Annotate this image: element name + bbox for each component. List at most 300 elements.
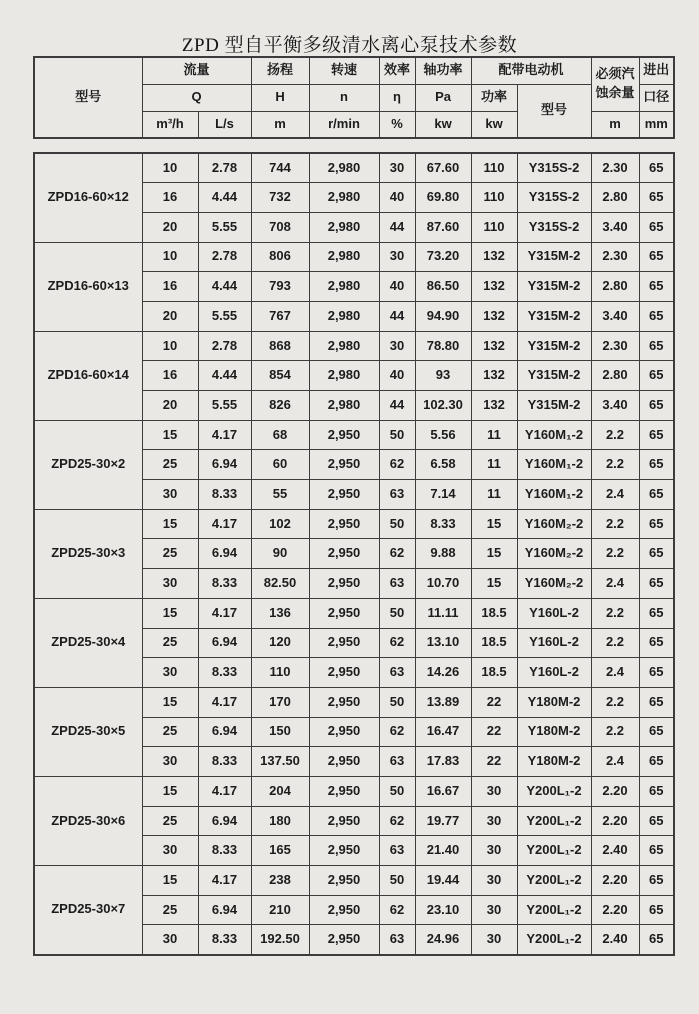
table-row xyxy=(34,776,674,806)
data-cell: 73.20 xyxy=(415,242,471,272)
data-cell: 2.80 xyxy=(591,183,639,213)
data-cell: 65 xyxy=(639,598,674,628)
data-cell: 132 xyxy=(471,272,517,302)
data-cell: 2,980 xyxy=(309,153,379,183)
data-cell: 20 xyxy=(142,391,198,421)
data-cell: 110 xyxy=(471,183,517,213)
data-cell: 2.20 xyxy=(591,806,639,836)
data-cell: 63 xyxy=(379,836,415,866)
data-cell: 63 xyxy=(379,747,415,777)
data-cell: 50 xyxy=(379,866,415,896)
unit-speed: r/min xyxy=(309,111,379,138)
data-cell: 30 xyxy=(142,480,198,510)
data-cell: 20 xyxy=(142,212,198,242)
data-cell: 65 xyxy=(639,153,674,183)
data-cell: 22 xyxy=(471,747,517,777)
data-cell: 25 xyxy=(142,806,198,836)
data-cell: 25 xyxy=(142,450,198,480)
col-header-npsh: 必须汽蚀余量 xyxy=(591,57,639,111)
data-cell: 210 xyxy=(251,895,309,925)
unit-head: m xyxy=(251,111,309,138)
data-cell: 2,950 xyxy=(309,776,379,806)
data-cell: 2.4 xyxy=(591,569,639,599)
data-cell: 65 xyxy=(639,420,674,450)
col-header-motor: 配带电动机 xyxy=(471,57,591,84)
data-cell: 132 xyxy=(471,391,517,421)
symbol-head: H xyxy=(251,84,309,111)
data-cell: 2,950 xyxy=(309,836,379,866)
data-cell: 30 xyxy=(142,925,198,955)
label-motor-power: 功率 xyxy=(471,84,517,111)
data-cell: 2.2 xyxy=(591,450,639,480)
data-cell: 30 xyxy=(379,153,415,183)
data-cell: 30 xyxy=(471,895,517,925)
data-cell: 732 xyxy=(251,183,309,213)
data-cell: 6.94 xyxy=(198,628,251,658)
data-cell: 65 xyxy=(639,687,674,717)
data-cell: Y160M₂-2 xyxy=(517,569,591,599)
data-cell: 3.40 xyxy=(591,212,639,242)
data-cell: 170 xyxy=(251,687,309,717)
data-cell: 868 xyxy=(251,331,309,361)
data-cell: 102.30 xyxy=(415,391,471,421)
data-cell: 65 xyxy=(639,747,674,777)
pump-table-header xyxy=(33,56,675,139)
data-cell: 65 xyxy=(639,272,674,302)
data-cell: 9.88 xyxy=(415,539,471,569)
data-cell: 767 xyxy=(251,301,309,331)
data-cell: 65 xyxy=(639,301,674,331)
data-cell: 15 xyxy=(142,776,198,806)
data-cell: 15 xyxy=(142,687,198,717)
symbol-speed: n xyxy=(309,84,379,111)
page xyxy=(0,30,699,1014)
data-cell: Y200L₁-2 xyxy=(517,836,591,866)
data-cell: 2.4 xyxy=(591,658,639,688)
data-cell: 15 xyxy=(142,866,198,896)
data-cell: 94.90 xyxy=(415,301,471,331)
data-cell: 4.17 xyxy=(198,687,251,717)
table-row xyxy=(34,687,674,717)
data-cell: 854 xyxy=(251,361,309,391)
data-cell: 67.60 xyxy=(415,153,471,183)
data-cell: Y160M₂-2 xyxy=(517,539,591,569)
pump-model-cell: ZPD25-30×2 xyxy=(34,420,142,509)
data-cell: 65 xyxy=(639,925,674,955)
data-cell: 2.4 xyxy=(591,747,639,777)
data-cell: 744 xyxy=(251,153,309,183)
table-row xyxy=(34,331,674,361)
data-cell: 2.2 xyxy=(591,628,639,658)
data-cell: 2.30 xyxy=(591,331,639,361)
col-header-inout-line2: 口径 xyxy=(639,84,674,111)
data-cell: 13.10 xyxy=(415,628,471,658)
data-cell: 2.2 xyxy=(591,598,639,628)
data-cell: 40 xyxy=(379,183,415,213)
data-cell: 6.94 xyxy=(198,806,251,836)
data-cell: 2,950 xyxy=(309,569,379,599)
data-cell: 136 xyxy=(251,598,309,628)
data-cell: 16.47 xyxy=(415,717,471,747)
data-cell: 708 xyxy=(251,212,309,242)
data-cell: 18.5 xyxy=(471,658,517,688)
data-cell: 2,950 xyxy=(309,687,379,717)
data-cell: Y200L₁-2 xyxy=(517,925,591,955)
data-cell: 4.17 xyxy=(198,776,251,806)
data-cell: 2.2 xyxy=(591,539,639,569)
data-cell: 15 xyxy=(142,509,198,539)
data-cell: Y315S-2 xyxy=(517,212,591,242)
data-cell: Y315M-2 xyxy=(517,331,591,361)
data-cell: 102 xyxy=(251,509,309,539)
data-cell: 2,950 xyxy=(309,895,379,925)
data-cell: 4.17 xyxy=(198,509,251,539)
table-row xyxy=(34,420,674,450)
data-cell: 25 xyxy=(142,895,198,925)
data-cell: 110 xyxy=(471,153,517,183)
data-cell: Y200L₁-2 xyxy=(517,895,591,925)
data-cell: 50 xyxy=(379,509,415,539)
data-cell: 82.50 xyxy=(251,569,309,599)
data-cell: 55 xyxy=(251,480,309,510)
data-cell: 165 xyxy=(251,836,309,866)
data-cell: Y160M₁-2 xyxy=(517,420,591,450)
unit-inout: mm xyxy=(639,111,674,138)
data-cell: 16 xyxy=(142,361,198,391)
data-cell: 30 xyxy=(471,925,517,955)
data-cell: 15 xyxy=(142,598,198,628)
data-cell: Y315S-2 xyxy=(517,153,591,183)
data-cell: 65 xyxy=(639,480,674,510)
data-cell: 30 xyxy=(379,331,415,361)
data-cell: 2.78 xyxy=(198,331,251,361)
data-cell: 2.20 xyxy=(591,895,639,925)
col-header-efficiency: 效率 xyxy=(379,57,415,84)
data-cell: 2,950 xyxy=(309,925,379,955)
data-cell: 2,980 xyxy=(309,301,379,331)
data-cell: Y315M-2 xyxy=(517,391,591,421)
data-cell: 4.17 xyxy=(198,866,251,896)
data-cell: 2.78 xyxy=(198,242,251,272)
col-header-flow: 流量 xyxy=(142,57,251,84)
data-cell: 44 xyxy=(379,301,415,331)
data-cell: 16.67 xyxy=(415,776,471,806)
unit-flow-ls: L/s xyxy=(198,111,251,138)
data-cell: 30 xyxy=(471,866,517,896)
data-cell: 2.30 xyxy=(591,153,639,183)
data-cell: 10 xyxy=(142,331,198,361)
data-cell: 2,950 xyxy=(309,420,379,450)
data-cell: 793 xyxy=(251,272,309,302)
data-cell: 10.70 xyxy=(415,569,471,599)
data-cell: 132 xyxy=(471,361,517,391)
data-cell: 15 xyxy=(142,420,198,450)
data-cell: 132 xyxy=(471,242,517,272)
data-cell: 65 xyxy=(639,806,674,836)
data-cell: 2,950 xyxy=(309,450,379,480)
data-cell: 62 xyxy=(379,895,415,925)
unit-efficiency: % xyxy=(379,111,415,138)
data-cell: 110 xyxy=(251,658,309,688)
table-row xyxy=(34,153,674,183)
data-cell: 50 xyxy=(379,598,415,628)
data-cell: 65 xyxy=(639,895,674,925)
data-cell: 120 xyxy=(251,628,309,658)
data-cell: 3.40 xyxy=(591,301,639,331)
pump-table-rows xyxy=(34,153,674,955)
data-cell: 87.60 xyxy=(415,212,471,242)
data-cell: 22 xyxy=(471,717,517,747)
unit-motor-power: kw xyxy=(471,111,517,138)
data-cell: 2.80 xyxy=(591,361,639,391)
table-row xyxy=(34,509,674,539)
data-cell: 69.80 xyxy=(415,183,471,213)
data-cell: 806 xyxy=(251,242,309,272)
data-cell: 21.40 xyxy=(415,836,471,866)
data-cell: 4.44 xyxy=(198,183,251,213)
pump-model-cell: ZPD25-30×4 xyxy=(34,598,142,687)
data-cell: 8.33 xyxy=(198,569,251,599)
col-header-inout-line1: 进出 xyxy=(639,57,674,84)
data-cell: 8.33 xyxy=(198,836,251,866)
data-cell: 14.26 xyxy=(415,658,471,688)
data-cell: 5.55 xyxy=(198,391,251,421)
data-cell: 93 xyxy=(415,361,471,391)
data-cell: Y160L-2 xyxy=(517,628,591,658)
data-cell: Y315M-2 xyxy=(517,301,591,331)
data-cell: 2,980 xyxy=(309,391,379,421)
page-title: ZPD 型自平衡多级清水离心泵技术参数 xyxy=(181,35,518,56)
data-cell: 2.30 xyxy=(591,242,639,272)
data-cell: 62 xyxy=(379,806,415,836)
data-cell: 65 xyxy=(639,509,674,539)
data-cell: 5.55 xyxy=(198,301,251,331)
data-cell: 8.33 xyxy=(198,925,251,955)
unit-shaft-power: kw xyxy=(415,111,471,138)
data-cell: 44 xyxy=(379,212,415,242)
data-cell: 15 xyxy=(471,509,517,539)
data-cell: Y200L₁-2 xyxy=(517,806,591,836)
data-cell: 2,980 xyxy=(309,331,379,361)
data-cell: 65 xyxy=(639,331,674,361)
data-cell: 2,980 xyxy=(309,242,379,272)
pump-model-cell: ZPD16-60×13 xyxy=(34,242,142,331)
unit-npsh: m xyxy=(591,111,639,138)
unit-flow-m3h: m³/h xyxy=(142,111,198,138)
data-cell: 65 xyxy=(639,569,674,599)
data-cell: 3.40 xyxy=(591,391,639,421)
data-cell: Y315M-2 xyxy=(517,242,591,272)
data-cell: 4.44 xyxy=(198,361,251,391)
data-cell: 20 xyxy=(142,301,198,331)
data-cell: 30 xyxy=(379,242,415,272)
data-cell: 25 xyxy=(142,539,198,569)
data-cell: 16 xyxy=(142,272,198,302)
data-cell: 180 xyxy=(251,806,309,836)
data-cell: 150 xyxy=(251,717,309,747)
data-cell: 826 xyxy=(251,391,309,421)
data-cell: 2,950 xyxy=(309,628,379,658)
data-cell: 63 xyxy=(379,658,415,688)
data-cell: 19.77 xyxy=(415,806,471,836)
data-cell: 65 xyxy=(639,628,674,658)
data-cell: 62 xyxy=(379,539,415,569)
data-cell: 2.20 xyxy=(591,776,639,806)
data-cell: 137.50 xyxy=(251,747,309,777)
data-cell: 4.17 xyxy=(198,420,251,450)
data-cell: 7.14 xyxy=(415,480,471,510)
data-cell: 15 xyxy=(471,539,517,569)
data-cell: 2,950 xyxy=(309,717,379,747)
data-cell: 2,980 xyxy=(309,361,379,391)
data-cell: 2.78 xyxy=(198,153,251,183)
data-cell: 65 xyxy=(639,836,674,866)
data-cell: 50 xyxy=(379,776,415,806)
data-cell: Y160M₁-2 xyxy=(517,450,591,480)
data-cell: 18.5 xyxy=(471,628,517,658)
data-cell: 2,950 xyxy=(309,866,379,896)
table-row xyxy=(34,242,674,272)
data-cell: 23.10 xyxy=(415,895,471,925)
data-cell: 24.96 xyxy=(415,925,471,955)
data-cell: 132 xyxy=(471,301,517,331)
data-cell: 25 xyxy=(142,717,198,747)
data-cell: 5.56 xyxy=(415,420,471,450)
data-cell: 50 xyxy=(379,687,415,717)
data-cell: 6.94 xyxy=(198,717,251,747)
data-cell: 62 xyxy=(379,450,415,480)
data-cell: 19.44 xyxy=(415,866,471,896)
data-cell: 11 xyxy=(471,420,517,450)
data-cell: 65 xyxy=(639,717,674,747)
data-cell: 2.40 xyxy=(591,836,639,866)
data-cell: 16 xyxy=(142,183,198,213)
data-cell: 86.50 xyxy=(415,272,471,302)
header-row-groups xyxy=(34,57,674,84)
data-cell: 18.5 xyxy=(471,598,517,628)
pump-model-cell: ZPD25-30×5 xyxy=(34,687,142,776)
data-cell: 2.2 xyxy=(591,509,639,539)
data-cell: 30 xyxy=(142,747,198,777)
data-cell: 238 xyxy=(251,866,309,896)
pump-model-cell: ZPD25-30×6 xyxy=(34,776,142,865)
pump-model-cell: ZPD25-30×7 xyxy=(34,866,142,955)
data-cell: 2,980 xyxy=(309,212,379,242)
data-cell: 2.20 xyxy=(591,866,639,896)
data-cell: 78.80 xyxy=(415,331,471,361)
data-cell: Y315M-2 xyxy=(517,272,591,302)
data-cell: 11 xyxy=(471,450,517,480)
data-cell: 11 xyxy=(471,480,517,510)
data-cell: 8.33 xyxy=(415,509,471,539)
data-cell: 2.2 xyxy=(591,420,639,450)
data-cell: 65 xyxy=(639,361,674,391)
data-cell: 10 xyxy=(142,242,198,272)
data-cell: 2,980 xyxy=(309,183,379,213)
data-cell: 30 xyxy=(471,806,517,836)
data-cell: 63 xyxy=(379,480,415,510)
data-cell: Y160L-2 xyxy=(517,598,591,628)
data-cell: 44 xyxy=(379,391,415,421)
data-cell: 63 xyxy=(379,925,415,955)
data-cell: 204 xyxy=(251,776,309,806)
data-cell: 65 xyxy=(639,183,674,213)
data-cell: 63 xyxy=(379,569,415,599)
col-header-speed: 转速 xyxy=(309,57,379,84)
data-cell: Y180M-2 xyxy=(517,747,591,777)
data-cell: 40 xyxy=(379,361,415,391)
data-cell: Y160L-2 xyxy=(517,658,591,688)
data-cell: 50 xyxy=(379,420,415,450)
data-cell: 2,950 xyxy=(309,598,379,628)
data-cell: 17.83 xyxy=(415,747,471,777)
label-motor-model: 型号 xyxy=(517,84,591,138)
data-cell: 30 xyxy=(142,569,198,599)
data-cell: 30 xyxy=(471,836,517,866)
data-cell: 15 xyxy=(471,569,517,599)
data-cell: 65 xyxy=(639,391,674,421)
data-cell: 30 xyxy=(142,658,198,688)
symbol-flow: Q xyxy=(142,84,251,111)
data-cell: 2.4 xyxy=(591,480,639,510)
table-row xyxy=(34,866,674,896)
data-cell: 2.40 xyxy=(591,925,639,955)
data-cell: 2.80 xyxy=(591,272,639,302)
col-header-head: 扬程 xyxy=(251,57,309,84)
data-cell: 10 xyxy=(142,153,198,183)
data-cell: 2,980 xyxy=(309,272,379,302)
data-cell: 2.2 xyxy=(591,717,639,747)
data-cell: 30 xyxy=(142,836,198,866)
symbol-efficiency: η xyxy=(379,84,415,111)
data-cell: 2,950 xyxy=(309,806,379,836)
data-cell: 6.58 xyxy=(415,450,471,480)
data-cell: 192.50 xyxy=(251,925,309,955)
data-cell: 6.94 xyxy=(198,895,251,925)
data-cell: 2,950 xyxy=(309,480,379,510)
data-cell: 65 xyxy=(639,212,674,242)
col-header-shaft-power: 轴功率 xyxy=(415,57,471,84)
table-row xyxy=(34,598,674,628)
data-cell: Y180M-2 xyxy=(517,687,591,717)
data-cell: 65 xyxy=(639,866,674,896)
pump-model-cell: ZPD16-60×14 xyxy=(34,331,142,420)
data-cell: 62 xyxy=(379,717,415,747)
pump-model-cell: ZPD25-30×3 xyxy=(34,509,142,598)
data-cell: 2,950 xyxy=(309,539,379,569)
data-cell: 90 xyxy=(251,539,309,569)
data-cell: 6.94 xyxy=(198,539,251,569)
data-cell: 65 xyxy=(639,658,674,688)
data-cell: 5.55 xyxy=(198,212,251,242)
data-cell: 2,950 xyxy=(309,509,379,539)
col-header-model: 型号 xyxy=(34,57,142,138)
data-cell: 110 xyxy=(471,212,517,242)
data-cell: 2.2 xyxy=(591,687,639,717)
pump-model-cell: ZPD16-60×12 xyxy=(34,153,142,242)
data-cell: 4.17 xyxy=(198,598,251,628)
data-cell: 68 xyxy=(251,420,309,450)
data-cell: 2,950 xyxy=(309,658,379,688)
pump-table-body xyxy=(33,152,675,956)
data-cell: Y315M-2 xyxy=(517,361,591,391)
data-cell: 2,950 xyxy=(309,747,379,777)
data-cell: 65 xyxy=(639,776,674,806)
data-cell: 30 xyxy=(471,776,517,806)
data-cell: 11.11 xyxy=(415,598,471,628)
data-cell: 8.33 xyxy=(198,480,251,510)
data-cell: 40 xyxy=(379,272,415,302)
